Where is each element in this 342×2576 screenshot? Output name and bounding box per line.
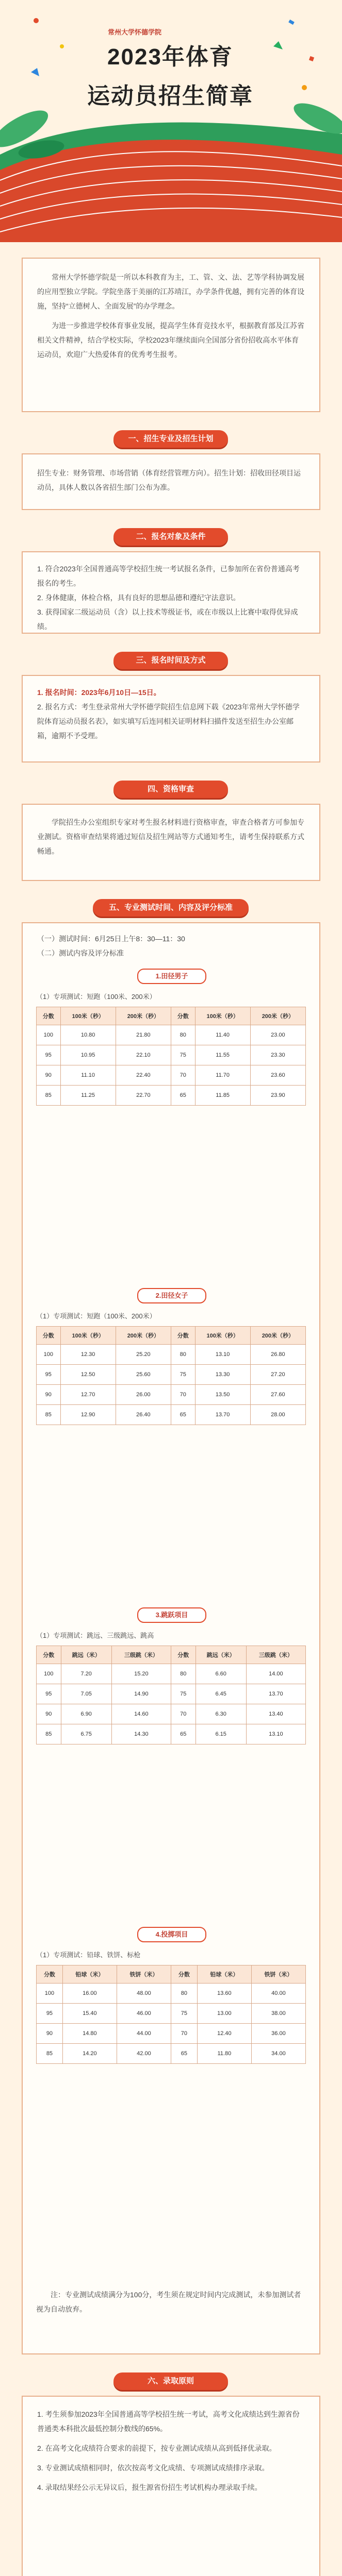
- table-cell: 100: [37, 1345, 61, 1365]
- section-panel: [22, 804, 320, 881]
- table-cell: 15.40: [62, 2004, 117, 2024]
- hero-title-line1: 2023年体育: [107, 44, 233, 70]
- table-header-row: [37, 1965, 306, 1984]
- table-cell: 14.90: [111, 1684, 171, 1704]
- table-cell: 70: [171, 1065, 195, 1086]
- intro-paragraph: 为进一步推进学校体育事业发展，提高学生体育竞技水平，根据教育部及江苏省相关文件精神，结合学校实际，学校2023年继续面向全国部分省份招收高水平体育运动员，欢迎广大热爱体育的优秀考生报考。: [37, 321, 304, 359]
- table-cell: 70: [171, 1385, 195, 1405]
- group-note: （1）专项测试：短跑（100米、200米）: [36, 993, 156, 1001]
- table-cell: 13.00: [197, 2004, 251, 2024]
- group-tab: 3.跳跃项目: [137, 1607, 206, 1623]
- table-cell: 90: [37, 1065, 61, 1086]
- footnote: 注：专业测试成绩满分为100分，考生须在规定时间内完成测试，未参加测试者视为自动放弃。: [36, 2291, 301, 2313]
- table-cell: 11.10: [60, 1065, 116, 1086]
- table-cell: 11.55: [195, 1045, 250, 1065]
- table-header-cell: 铅球（米）: [197, 1965, 251, 1984]
- hero-banner: [0, 0, 342, 242]
- table-cell: 70: [171, 1704, 196, 1724]
- group-note: （1）专项测试：跳远、三级跳远、跳高: [36, 1632, 154, 1639]
- table-row: [37, 1365, 306, 1385]
- table-header-cell: 跳远（米）: [61, 1646, 111, 1664]
- table-cell: 85: [37, 1405, 61, 1425]
- table-cell: 95: [37, 2004, 63, 2024]
- footnote-wrap: [22, 2277, 320, 2344]
- table-cell: 65: [171, 1724, 196, 1744]
- table-cell: 13.60: [197, 1984, 251, 2004]
- table-header-cell: 三级跳（米）: [111, 1646, 171, 1664]
- table-cell: 65: [171, 2044, 197, 2064]
- group-tab: 2.田径女子: [137, 1288, 206, 1303]
- table-header-cell: 分数: [37, 1965, 63, 1984]
- table-cell: 12.50: [60, 1365, 116, 1385]
- section-heading: 五、专业测试时间、内容及评分标准: [93, 899, 249, 917]
- table-cell: 22.10: [116, 1045, 171, 1065]
- table-cell: 80: [171, 1984, 197, 2004]
- section-heading: 四、资格审查: [113, 781, 228, 798]
- table-header-cell: 200米（秒）: [250, 1327, 305, 1345]
- table-cell: 21.80: [116, 1025, 171, 1045]
- table-header-cell: 分数: [171, 1646, 196, 1664]
- table-header-cell: 铅球（米）: [62, 1965, 117, 1984]
- list-item: 2. 在高考文化成绩符合要求的前提下，按专业测试成绩从高到低择优录取。: [37, 2444, 276, 2452]
- table-cell: 6.15: [196, 1724, 246, 1744]
- table-cell: 28.00: [250, 1405, 305, 1425]
- table-cell: 48.00: [117, 1984, 171, 2004]
- table-header-cell: 200米（秒）: [116, 1327, 171, 1345]
- table-header-row: [37, 1007, 306, 1025]
- table-cell: 26.80: [250, 1345, 305, 1365]
- table-cell: 95: [37, 1365, 61, 1385]
- section-text: 学院招生办公室组织专家对考生报名材料进行资格审查，审查合格者方可参加专业测试。资格审查结果将通过短信及招生网站等方式通知考生，请考生保持联系方式畅通。: [37, 818, 304, 855]
- table-header-cell: 200米（秒）: [250, 1007, 305, 1025]
- table-cell: 23.90: [250, 1086, 305, 1106]
- table-cell: 14.00: [246, 1664, 305, 1684]
- table-cell: 14.60: [111, 1704, 171, 1724]
- group-note: （1）专项测试：短跑（100米、200米）: [36, 1312, 156, 1320]
- table-cell: 80: [171, 1345, 195, 1365]
- table-cell: 13.30: [195, 1365, 250, 1385]
- intro-panel: [22, 258, 320, 412]
- table-cell: 75: [171, 1365, 195, 1385]
- table-cell: 13.10: [246, 1724, 305, 1744]
- table-cell: 13.40: [246, 1704, 305, 1724]
- table-row: [37, 1704, 306, 1724]
- table-cell: 27.20: [250, 1365, 305, 1385]
- table-cell: 6.75: [61, 1724, 111, 1744]
- table-cell: 12.40: [197, 2024, 251, 2044]
- table-row: [37, 2004, 306, 2024]
- score-table: [36, 1646, 306, 1744]
- table-cell: 85: [37, 2044, 63, 2064]
- table-cell: 14.20: [62, 2044, 117, 2064]
- score-table: [36, 1965, 306, 2064]
- table-cell: 22.40: [116, 1065, 171, 1086]
- table-cell: 7.20: [61, 1664, 111, 1684]
- table-cell: 40.00: [251, 1984, 305, 2004]
- table-cell: 75: [171, 1684, 196, 1704]
- table-cell: 85: [37, 1086, 61, 1106]
- section-heading: 三、报名时间及方式: [113, 652, 228, 669]
- table-cell: 100: [37, 1664, 61, 1684]
- group-note: （1）专项测试：铅球、铁饼、标枪: [36, 1951, 141, 1959]
- table-cell: 100: [37, 1984, 63, 2004]
- table-cell: 100: [37, 1025, 61, 1045]
- school-name: 常州大学怀德学院: [108, 28, 162, 36]
- table-cell: 38.00: [251, 2004, 305, 2024]
- table-cell: 6.60: [196, 1664, 246, 1684]
- table-cell: 95: [37, 1045, 61, 1065]
- list-item: 4. 录取结果经公示无异议后，报生源省份招生考试机构办理录取手续。: [37, 2483, 262, 2492]
- table-header-cell: 铁饼（米）: [251, 1965, 305, 1984]
- table-header-cell: 分数: [171, 1007, 195, 1025]
- table-cell: 13.70: [195, 1405, 250, 1425]
- table-cell: 25.60: [116, 1365, 171, 1385]
- table-cell: 23.60: [250, 1065, 305, 1086]
- score-table: [36, 1326, 306, 1425]
- list-item: [23, 685, 319, 700]
- table-cell: 11.85: [195, 1086, 250, 1106]
- table-cell: 10.95: [60, 1045, 116, 1065]
- table-cell: 26.40: [116, 1405, 171, 1425]
- table-cell: 12.70: [60, 1385, 116, 1405]
- table-cell: 25.20: [116, 1345, 171, 1365]
- list-item: 2. 身体健康，体检合格，具有良好的思想品德和遵纪守法意识。: [37, 594, 240, 602]
- table-cell: 15.20: [111, 1664, 171, 1684]
- registration-time: 1. 报名时间：2023年6月10日—15日。: [37, 688, 161, 697]
- table-cell: 6.30: [196, 1704, 246, 1724]
- table-cell: 65: [171, 1405, 195, 1425]
- table-cell: 13.50: [195, 1385, 250, 1405]
- intro-paragraph: 常州大学怀德学院是一所以本科教育为主，工、管、文、法、艺等学科协调发展的应用型独立学院。学院坐落于美丽的江苏靖江，办学条件优越，拥有完善的体育设施，坚持“立德树人、全面发展”的办学理念。: [37, 273, 304, 310]
- section-panel: [22, 551, 320, 634]
- table-cell: 6.90: [61, 1704, 111, 1724]
- table-header-cell: 铁饼（米）: [117, 1965, 171, 1984]
- table-row: [37, 1984, 306, 2004]
- hero-track-graphic: [0, 0, 342, 242]
- table-cell: 16.00: [62, 1984, 117, 2004]
- table-cell: 12.30: [60, 1345, 116, 1365]
- table-header-cell: 分数: [171, 1327, 195, 1345]
- table-cell: 44.00: [117, 2024, 171, 2044]
- table-cell: 36.00: [251, 2024, 305, 2044]
- table-header-cell: 分数: [37, 1327, 61, 1345]
- table-row: [37, 1045, 306, 1065]
- table-cell: 95: [37, 1684, 61, 1704]
- table-cell: 11.25: [60, 1086, 116, 1106]
- table-cell: 65: [171, 1086, 195, 1106]
- table-header-cell: 100米（秒）: [60, 1327, 116, 1345]
- table-cell: 10.80: [60, 1025, 116, 1045]
- table-cell: 75: [171, 1045, 195, 1065]
- table-cell: 80: [171, 1664, 196, 1684]
- table-cell: 7.05: [61, 1684, 111, 1704]
- list-item: 3. 获得国家二级运动员（含）以上技术等级证书，或在市级以上比赛中取得优异成绩。: [37, 608, 298, 631]
- table-cell: 14.80: [62, 2024, 117, 2044]
- table-cell: 26.00: [116, 1385, 171, 1405]
- table-cell: 70: [171, 2024, 197, 2044]
- section-heading: 一、招生专业及招生计划: [113, 430, 228, 448]
- table-header-cell: 三级跳（米）: [246, 1646, 305, 1664]
- table-header-cell: 分数: [171, 1965, 197, 1984]
- score-table: [36, 1007, 306, 1106]
- table-cell: 14.30: [111, 1724, 171, 1744]
- table-cell: 22.70: [116, 1086, 171, 1106]
- table-row: [37, 1684, 306, 1704]
- test-time: （一）测试时间：6月25日上午8：30—11：30: [37, 935, 185, 943]
- section-heading: 二、报名对象及条件: [113, 528, 228, 546]
- list-item: 1. 考生须参加2023年全国普通高等学校招生统一考试，高考文化成绩达到生源省份普通类本科批次最低控制分数线的65%。: [37, 2410, 300, 2433]
- test-content-label: （二）测试内容及评分标准: [37, 949, 124, 957]
- table-row: [37, 2044, 306, 2064]
- table-cell: 46.00: [117, 2004, 171, 2024]
- section-panel: [22, 453, 320, 510]
- table-cell: 27.60: [250, 1385, 305, 1405]
- table-cell: 75: [171, 2004, 197, 2024]
- table-cell: 34.00: [251, 2044, 305, 2064]
- table-header-cell: 100米（秒）: [195, 1007, 250, 1025]
- table-cell: 11.40: [195, 1025, 250, 1045]
- table-cell: 90: [37, 1385, 61, 1405]
- group-tab: 4.投掷项目: [137, 1927, 206, 1942]
- section-heading: 六、录取原则: [113, 2372, 228, 2390]
- table-header-row: [37, 1327, 306, 1345]
- table-cell: 6.45: [196, 1684, 246, 1704]
- table-row: [37, 1345, 306, 1365]
- list-item: 2. 报名方式：考生登录常州大学怀德学院招生信息网下载《2023年常州大学怀德学院体育运动员报名表》，如实填写后连同相关证明材料扫描件发送至招生办公室邮箱，逾期不予受理。: [37, 703, 300, 740]
- table-row: [37, 1086, 306, 1106]
- table-row: [37, 1025, 306, 1045]
- table-cell: 11.70: [195, 1065, 250, 1086]
- group-tab: 1.田径男子: [137, 969, 206, 984]
- section-panel: [22, 2396, 320, 2576]
- table-row: [37, 1724, 306, 1744]
- list-item: 1. 符合2023年全国普通高等学校招生统一考试报名条件，已参加所在省份普通高考报名的考生。: [37, 565, 300, 587]
- table-row: [37, 1385, 306, 1405]
- table-cell: 13.10: [195, 1345, 250, 1365]
- table-cell: 12.90: [60, 1405, 116, 1425]
- table-cell: 90: [37, 2024, 63, 2044]
- table-row: [37, 1664, 306, 1684]
- table-cell: 23.30: [250, 1045, 305, 1065]
- section-panel: [22, 675, 320, 762]
- table-cell: 13.70: [246, 1684, 305, 1704]
- table-cell: 80: [171, 1025, 195, 1045]
- hero-title-line2: 运动员招生简章: [87, 83, 253, 109]
- table-header-cell: 分数: [37, 1646, 61, 1664]
- table-cell: 90: [37, 1704, 61, 1724]
- section-text: 招生专业：财务管理、市场营销（体育经营管理方向）。招生计划：招收田径项目运动员，具体人数以各省招生部门公布为准。: [37, 469, 301, 492]
- table-header-cell: 分数: [37, 1007, 61, 1025]
- table-header-cell: 100米（秒）: [195, 1327, 250, 1345]
- list-item: 3. 专业测试成绩相同时，依次按高考文化成绩、专项测试成绩排序录取。: [37, 2464, 269, 2472]
- table-header-cell: 跳远（米）: [196, 1646, 246, 1664]
- table-cell: 11.80: [197, 2044, 251, 2064]
- table-cell: 42.00: [117, 2044, 171, 2064]
- table-cell: 23.00: [250, 1025, 305, 1045]
- table-header-cell: 100米（秒）: [60, 1007, 116, 1025]
- table-header-cell: 200米（秒）: [116, 1007, 171, 1025]
- table-row: [37, 2024, 306, 2044]
- table-header-row: [37, 1646, 306, 1664]
- table-cell: 85: [37, 1724, 61, 1744]
- table-row: [37, 1065, 306, 1086]
- table-row: [37, 1405, 306, 1425]
